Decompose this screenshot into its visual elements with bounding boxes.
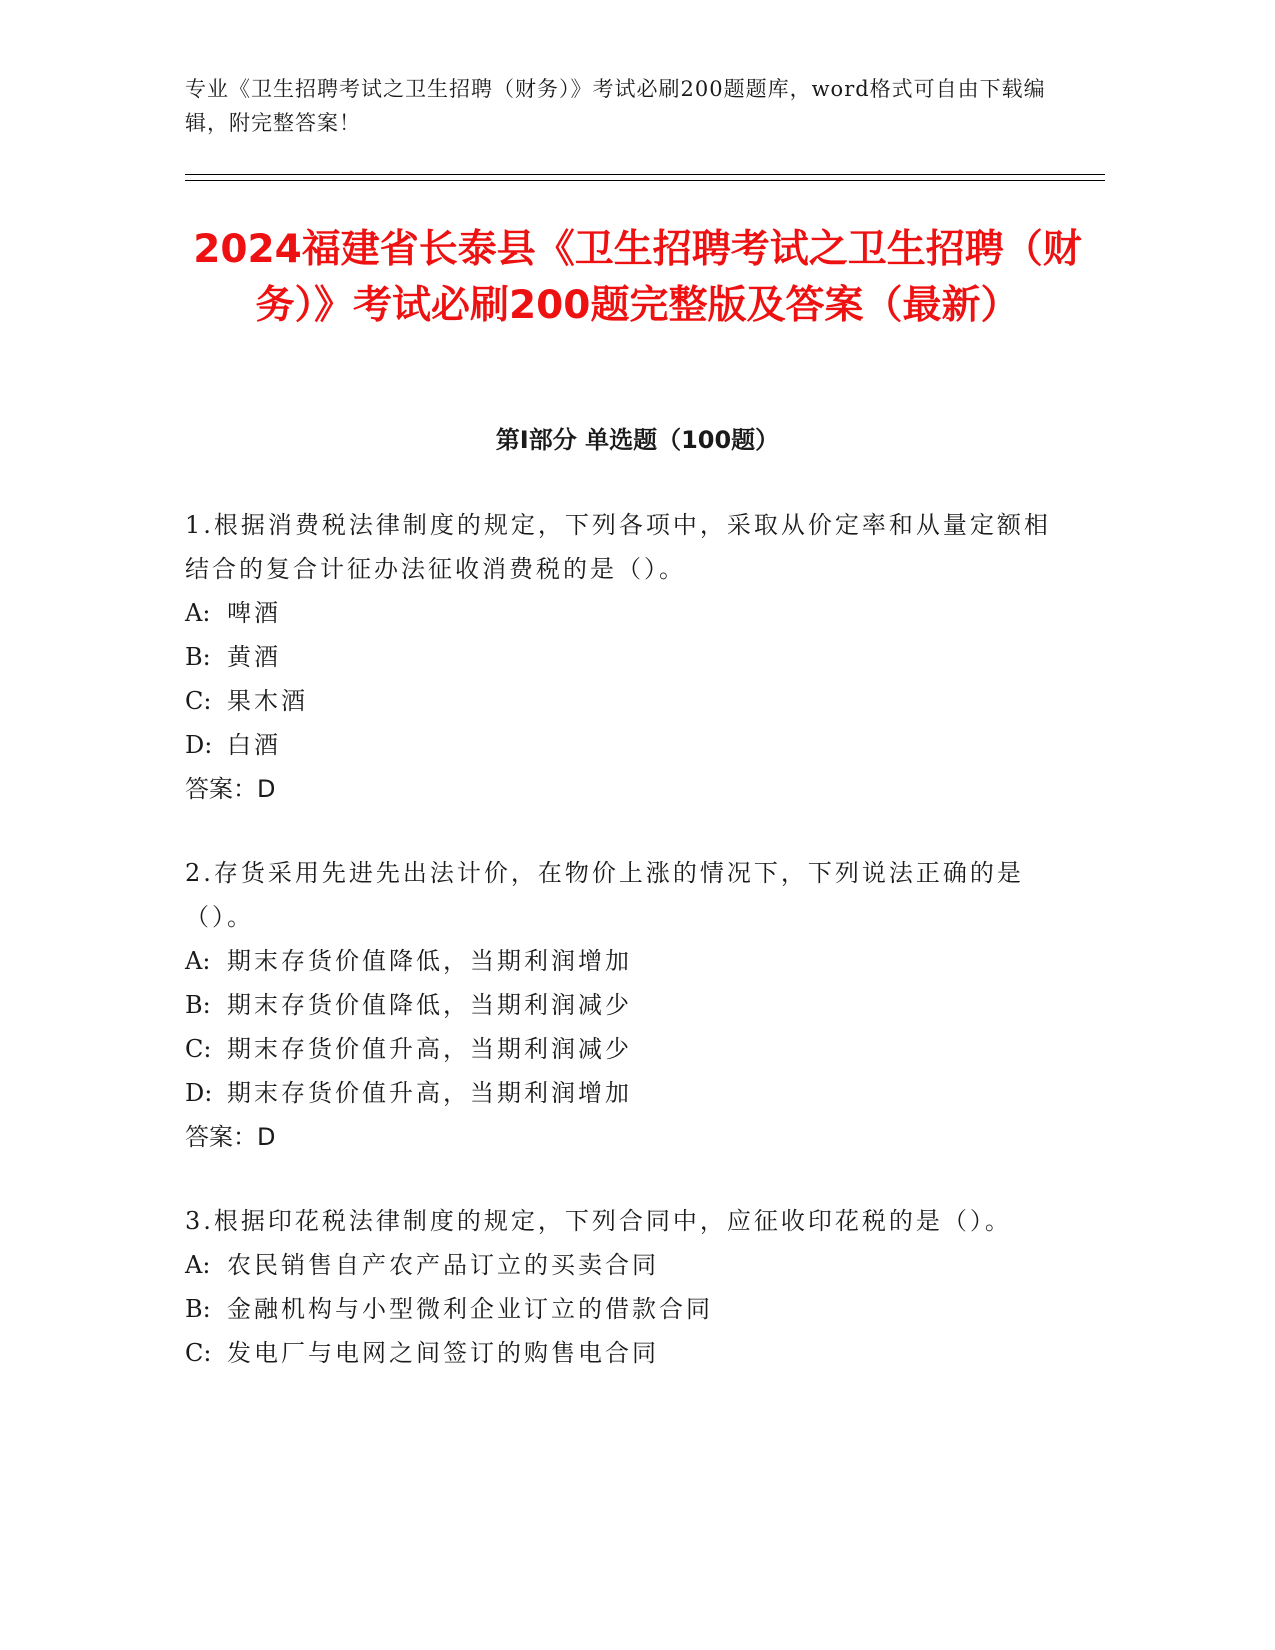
answer-line: 答案：D bbox=[185, 775, 276, 803]
question-2 bbox=[185, 851, 1065, 1159]
option-b bbox=[185, 1287, 1065, 1331]
option-text: 期末存货价值降低，当期利润增加 bbox=[227, 947, 632, 975]
option-key: D: bbox=[185, 731, 213, 759]
option-c bbox=[185, 1331, 1065, 1375]
question-1 bbox=[185, 503, 1065, 811]
option-text: 发电厂与电网之间签订的购售电合同 bbox=[227, 1339, 659, 1367]
option-text: 白酒 bbox=[227, 731, 281, 759]
intro-text: 专业《卫生招聘考试之卫生招聘（财务）》考试必刷200题题库，word格式可自由下载编辑，附完整答案！ bbox=[185, 77, 1046, 135]
header-rule-top bbox=[185, 174, 1105, 175]
option-key: C: bbox=[185, 1339, 212, 1367]
option-text: 金融机构与小型微利企业订立的借款合同 bbox=[227, 1295, 713, 1323]
option-text: 期末存货价值升高，当期利润增加 bbox=[227, 1079, 632, 1107]
question-3 bbox=[185, 1199, 1065, 1375]
option-text: 期末存货价值降低，当期利润减少 bbox=[227, 991, 632, 1019]
option-a bbox=[185, 1243, 1065, 1287]
option-c bbox=[185, 1027, 1065, 1071]
section-title: 第I部分 单选题（100题） bbox=[495, 426, 780, 454]
option-key: C: bbox=[185, 687, 212, 715]
question-stem: 3.根据印花税法律制度的规定，下列合同中，应征收印花税的是（）。 bbox=[185, 1207, 1012, 1235]
option-text: 啤酒 bbox=[227, 599, 281, 627]
option-d bbox=[185, 723, 1065, 767]
option-text: 期末存货价值升高，当期利润减少 bbox=[227, 1035, 632, 1063]
header-rule-bottom bbox=[185, 180, 1105, 181]
option-key: C: bbox=[185, 1035, 212, 1063]
option-c bbox=[185, 679, 1065, 723]
option-key: D: bbox=[185, 1079, 213, 1107]
option-key: A: bbox=[185, 1251, 211, 1279]
option-key: B: bbox=[185, 1295, 211, 1323]
question-stem: 1.根据消费税法律制度的规定，下列各项中，采取从价定率和从量定额相结合的复合计征办法征收消费税的是（）。 bbox=[185, 511, 1051, 583]
option-key: B: bbox=[185, 643, 211, 671]
option-text: 果木酒 bbox=[227, 687, 308, 715]
option-text: 黄酒 bbox=[227, 643, 281, 671]
option-key: A: bbox=[185, 947, 211, 975]
option-d bbox=[185, 1071, 1065, 1115]
option-b bbox=[185, 635, 1065, 679]
option-key: B: bbox=[185, 991, 211, 1019]
question-stem: 2.存货采用先进先出法计价，在物价上涨的情况下，下列说法正确的是（）。 bbox=[185, 859, 1024, 931]
option-b bbox=[185, 983, 1065, 1027]
option-a bbox=[185, 591, 1065, 635]
answer-line: 答案：D bbox=[185, 1123, 276, 1151]
option-text: 农民销售自产农产品订立的买卖合同 bbox=[227, 1251, 659, 1279]
document-title: 2024福建省长泰县《卫生招聘考试之卫生招聘（财务）》考试必刷200题完整版及答案（最新） bbox=[193, 227, 1082, 328]
option-a bbox=[185, 939, 1065, 983]
option-key: A: bbox=[185, 599, 211, 627]
